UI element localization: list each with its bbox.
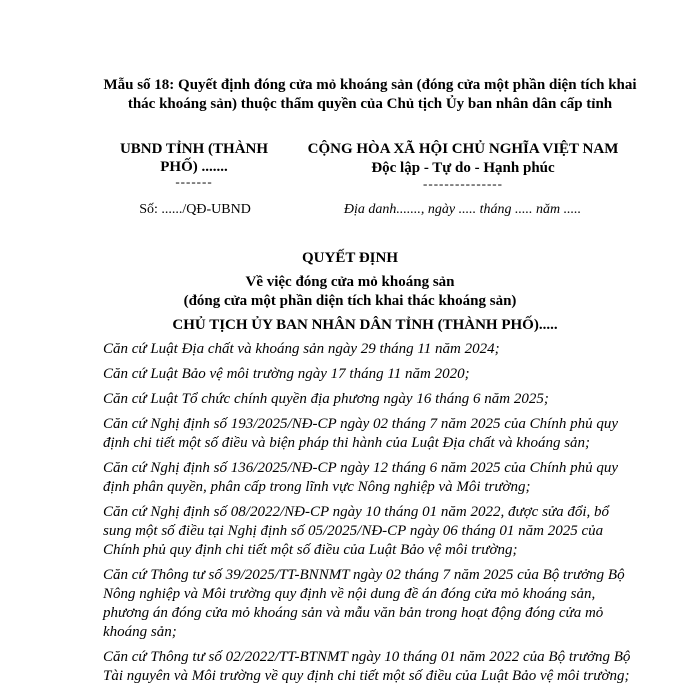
issuer-name-line2: PHỐ) ....... <box>160 159 228 175</box>
legal-basis-item: Căn cứ Nghị định số 08/2022/NĐ-CP ngày 10 tháng 01 năm 2022, được sửa đổi, bổ sung một số điều tại Nghị định số 05/2025/NĐ-CP ngày 06 tháng 01 năm 2025 của Chính phủ quy định chi tiết một số điều của Luật Bảo vệ môi trường; <box>103 504 610 558</box>
subject-line2: (đóng cửa một phần diện tích khai thác khoáng sản) <box>183 293 517 309</box>
legal-basis-item: Căn cứ Luật Địa chất và khoáng sản ngày 29 tháng 11 năm 2024; <box>103 341 500 357</box>
decision-title: QUYẾT ĐỊNH <box>302 250 398 266</box>
form-title: Mẫu số 18: Quyết định đóng cửa mỏ khoáng sản (đóng cửa một phần diện tích khai thác khoáng sản) thuộc thẩm quyền của Chủ tịch Ủy ban nhân dân cấp tỉnh <box>103 77 637 112</box>
issuer-separator: ------- <box>175 174 213 189</box>
document-number: Số: ....../QĐ-UBND <box>139 202 251 217</box>
motto-separator: --------------- <box>423 176 503 191</box>
legal-basis-item: Căn cứ Thông tư số 02/2022/TT-BTNMT ngày 10 tháng 01 năm 2022 của Bộ trưởng Bộ Tài nguyên và Môi trường về quy định chi tiết một số điều của Luật Bảo vệ môi trường; <box>103 649 631 684</box>
legal-bases <box>103 340 633 692</box>
legal-basis-item: Căn cứ Thông tư số 39/2025/TT-BNNMT ngày 02 tháng 7 năm 2025 của Bộ trưởng Bộ Nông nghiệp và Môi trường quy định về nội dung đề án đóng cửa mỏ khoáng sản, phương án đóng cửa mỏ khoáng sản và mẫu văn bản trong hoạt động đóng cửa mỏ khoáng sản; <box>103 567 625 640</box>
issuing-authority: CHỦ TỊCH ỦY BAN NHÂN DÂN TỈNH (THÀNH PHỐ)..... <box>172 317 558 333</box>
legal-basis-item: Căn cứ Luật Bảo vệ môi trường ngày 17 tháng 11 năm 2020; <box>103 366 470 382</box>
legal-basis-item: Căn cứ Nghị định số 193/2025/NĐ-CP ngày 02 tháng 7 năm 2025 của Chính phủ quy định chi tiết một số điều và biện pháp thi hành của Luật Địa chất và khoáng sản; <box>103 416 618 451</box>
legal-basis-item: Căn cứ Nghị định số 136/2025/NĐ-CP ngày 12 tháng 6 năm 2025 của Chính phủ quy định phân quyền, phân cấp trong lĩnh vực Nông nghiệp và Môi trường; <box>103 460 618 495</box>
decision-subject <box>0 273 700 311</box>
legal-basis-item: Căn cứ Luật Tổ chức chính quyền địa phương ngày 16 tháng 6 năm 2025; <box>103 391 549 407</box>
issuer-header <box>104 140 284 188</box>
national-header <box>298 140 628 190</box>
national-motto: Độc lập - Tự do - Hạnh phúc <box>371 160 555 176</box>
place-date: Địa danh......., ngày ..... tháng ..... năm ..... <box>343 202 582 217</box>
issuer-name-line1: UBND TỈNH (THÀNH <box>119 141 269 157</box>
subject-line1: Về việc đóng cửa mỏ khoáng sản <box>245 274 455 290</box>
country-name: CỘNG HÒA XÃ HỘI CHỦ NGHĨA VIỆT NAM <box>307 141 619 157</box>
